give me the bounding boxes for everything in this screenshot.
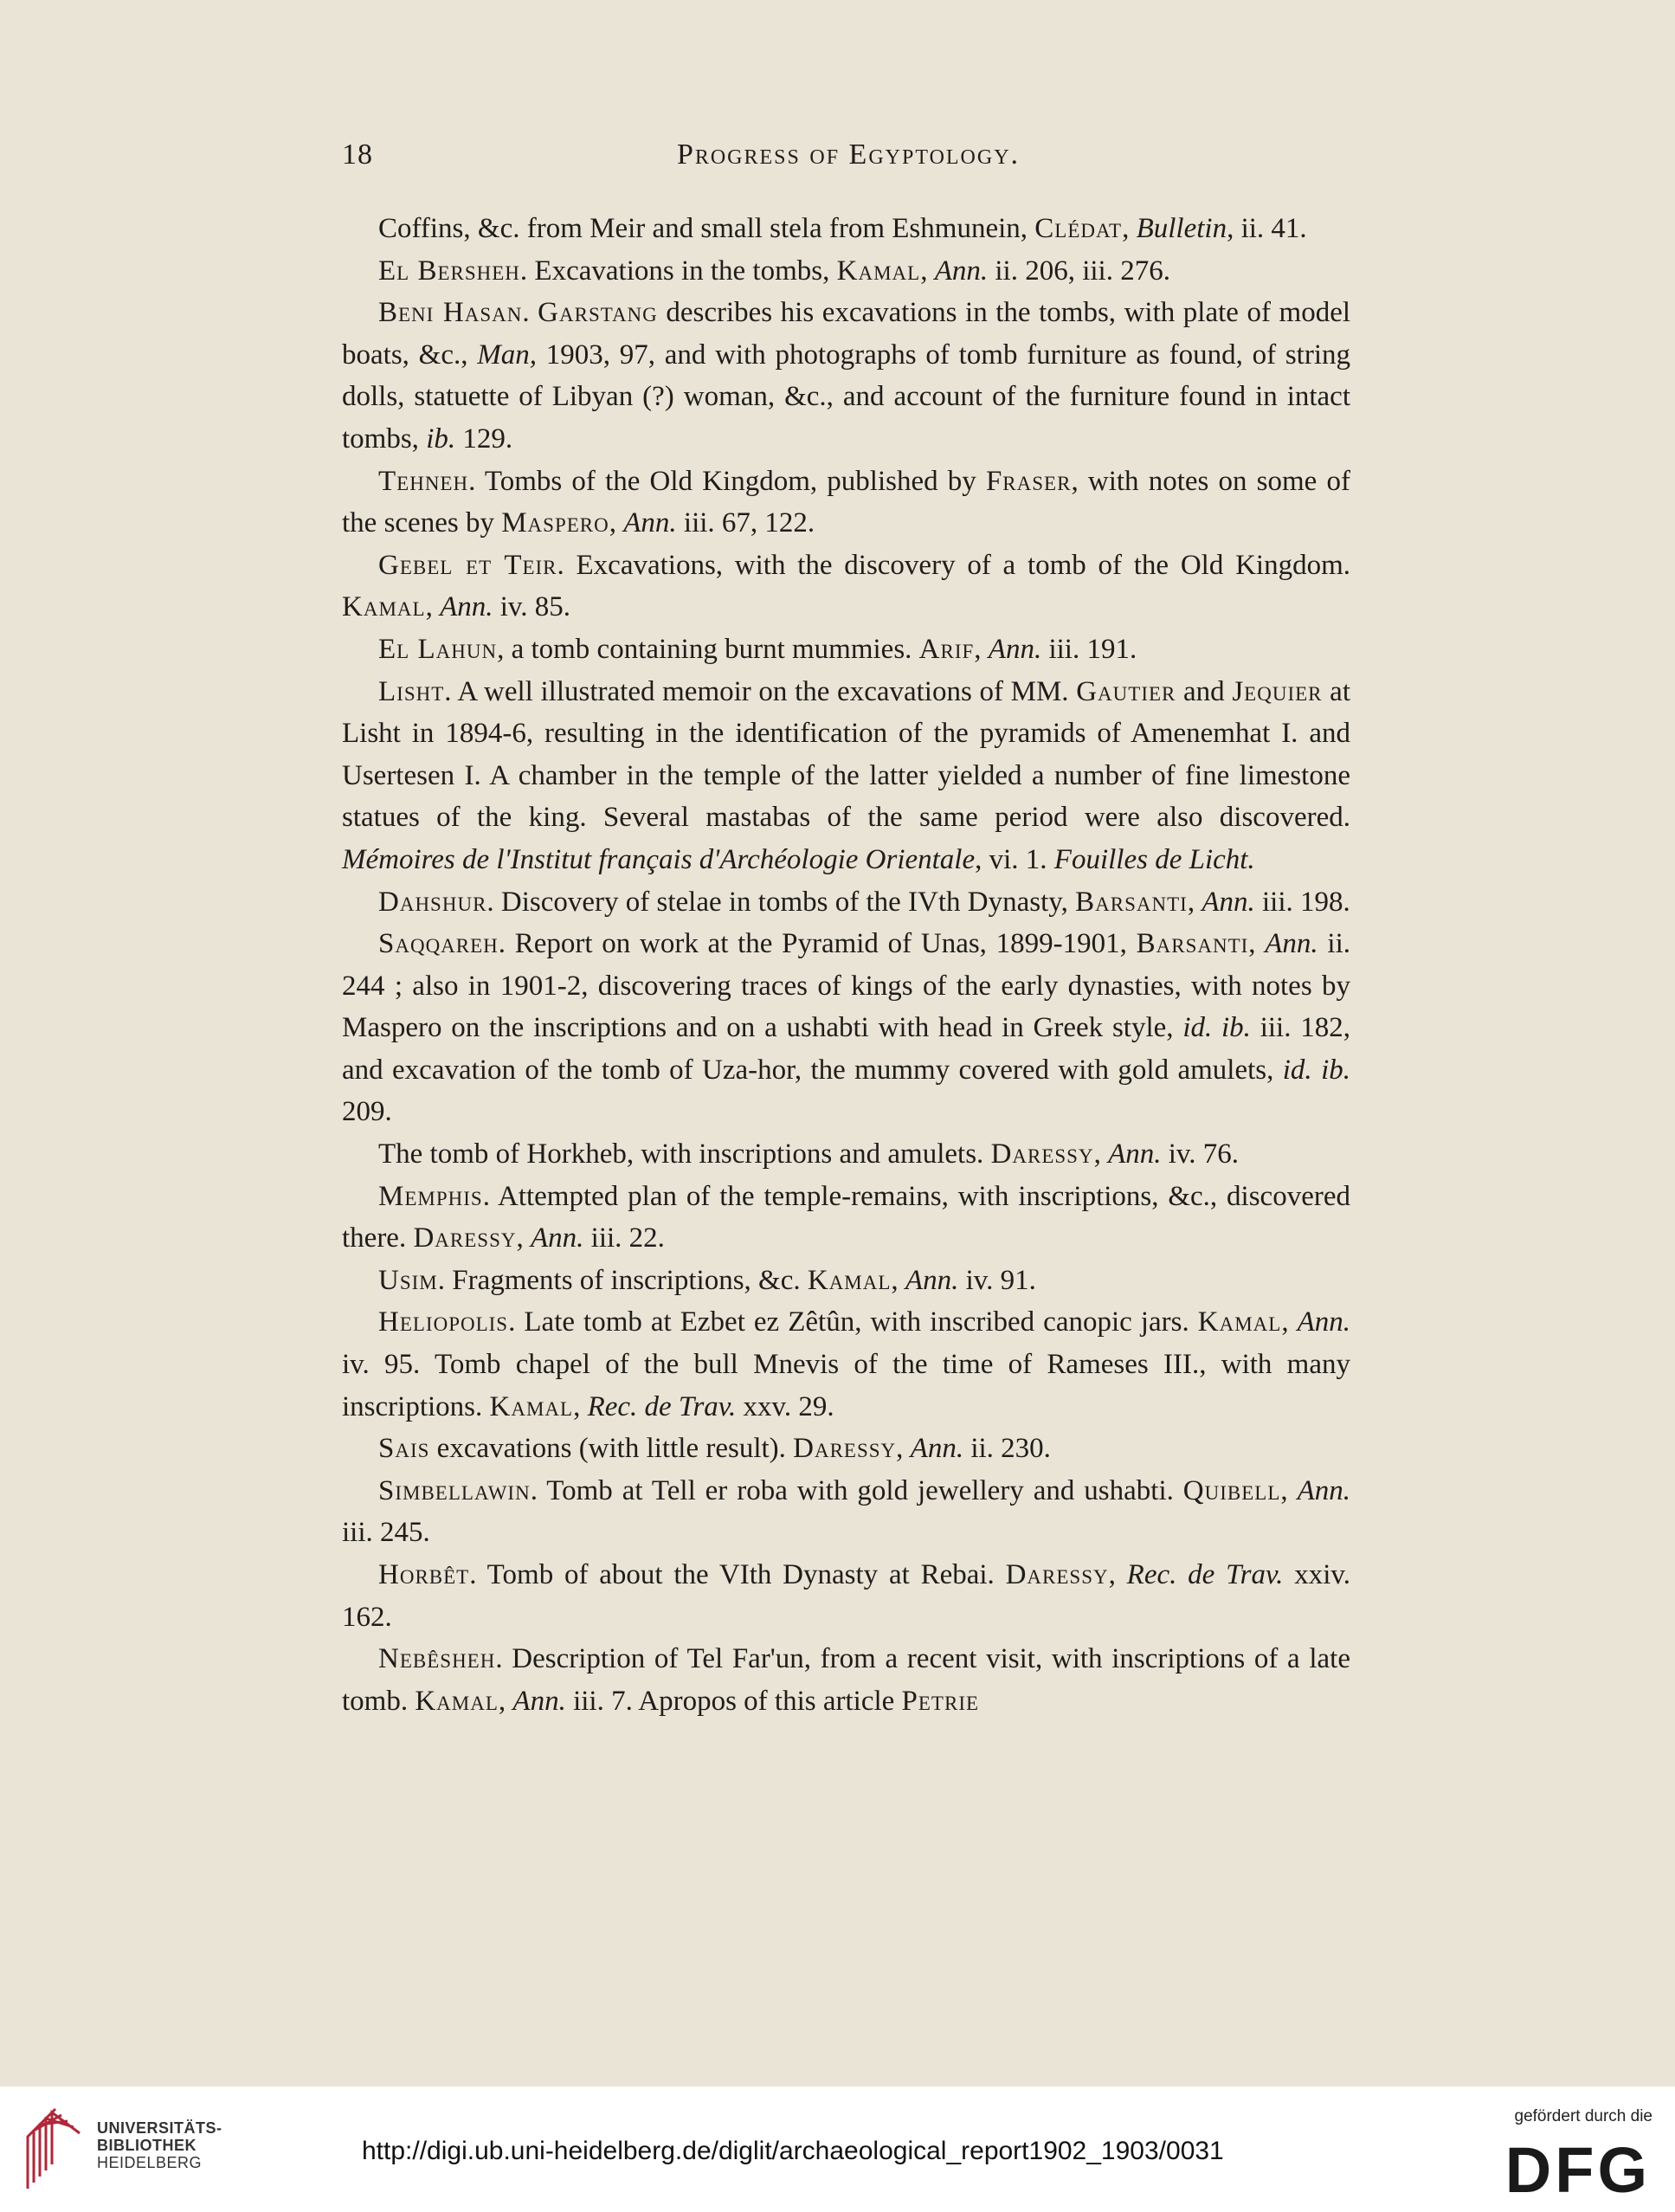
small-caps-name: Kamal <box>836 255 921 287</box>
library-name <box>97 2119 222 2171</box>
entry-text: . Late tomb at Ezbet ez Zêtûn, with inscribed canopic jars. <box>508 1306 1198 1338</box>
small-caps-name: El Bersheh <box>378 255 520 287</box>
entry-text: , vi. 1. <box>975 843 1054 875</box>
bibliography-entry <box>342 292 1350 460</box>
entry-text: iii. 191. <box>1041 633 1137 665</box>
entry-text: . Description of Tel Far'un, from a recent visit, with inscriptions of a late tomb. <box>342 1643 1350 1717</box>
entry-text: , <box>573 1390 588 1422</box>
small-caps-name: Barsanti <box>1136 928 1249 960</box>
entry-text: , <box>498 1685 513 1717</box>
bibliography-entry <box>342 629 1350 671</box>
entry-text: , with notes on some of the scenes by <box>342 465 1350 539</box>
small-caps-name: Daressy <box>413 1222 517 1254</box>
entry-text: iii. 182, and excavation of the tomb of Uza-hor, the mummy covered with gold amulets, <box>342 1012 1350 1086</box>
entry-text: iii. 245. <box>342 1517 430 1549</box>
small-caps-name: Dahshur <box>378 886 487 918</box>
entry-text: iii. 67, 122. <box>676 507 815 539</box>
entry-text: , <box>1093 1138 1109 1170</box>
italic-citation: id. ib. <box>1182 1012 1251 1044</box>
bibliography-entry <box>342 208 1350 250</box>
italic-citation: Ann. <box>512 1685 566 1717</box>
footer-bar <box>0 2086 1675 2212</box>
entry-text: ii. 230. <box>963 1433 1051 1465</box>
entry-text: The tomb of Horkheb, with inscriptions and amulets. <box>378 1138 991 1170</box>
entry-text: describes his excavations in the tombs, with plate of model boats, &c., <box>342 297 1351 371</box>
small-caps-name: Saqqareh <box>378 928 499 960</box>
bibliography-entry <box>342 1638 1350 1722</box>
entry-text: excavations (with little result). <box>429 1433 794 1465</box>
small-caps-name: Kamal <box>415 1685 499 1717</box>
small-caps-name: Usim <box>378 1264 438 1296</box>
entry-text: iv. 76. <box>1161 1138 1240 1170</box>
entry-text: 129. <box>455 422 513 455</box>
small-caps-name: Clédat <box>1034 213 1123 244</box>
small-caps-name: Jequier <box>1232 675 1323 707</box>
small-caps-name: Sais <box>378 1433 430 1465</box>
bibliography-entry <box>342 250 1350 293</box>
entry-text: , <box>920 255 935 287</box>
small-caps-name: Garstang <box>538 297 658 329</box>
page-number: 18 <box>342 139 373 171</box>
small-caps-name: Heliopolis <box>378 1306 509 1338</box>
entry-text: iii. 7. Apropos of this article <box>565 1685 902 1717</box>
entry-text: , <box>425 591 441 623</box>
entry-text: . Discovery of stelae in tombs of the IVth Dynasty, <box>486 886 1076 918</box>
bibliography-entry <box>342 881 1350 924</box>
entry-text: , <box>1108 1559 1127 1590</box>
entry-text: , <box>1248 928 1266 960</box>
funded-by-label: gefördert durch die <box>1514 2107 1652 2125</box>
digital-copy-link[interactable]: http://digi.ub.uni-heidelberg.de/diglit/archaeological_report1902_1903/0031 <box>362 2137 1224 2165</box>
small-caps-name: Quibell <box>1182 1474 1281 1506</box>
small-caps-name: Barsanti <box>1075 886 1188 918</box>
entry-text: and <box>1176 675 1233 707</box>
bibliography-entry <box>342 1554 1350 1638</box>
library-name-line1: UNIVERSITÄTS- <box>97 2119 222 2137</box>
italic-citation: Man, <box>477 339 537 371</box>
bibliography-entry <box>342 461 1350 545</box>
entry-text: xxiv. 162. <box>342 1559 1351 1633</box>
body-text <box>342 208 1350 1722</box>
italic-citation: Ann. <box>530 1222 584 1254</box>
entry-text: . Fragments of inscriptions, &c. <box>437 1264 808 1296</box>
small-caps-name: Kamal <box>342 591 426 623</box>
entry-text: . <box>522 297 538 329</box>
entry-text: , <box>516 1222 531 1254</box>
italic-citation: Ann. <box>905 1264 959 1296</box>
italic-citation: ib. <box>426 422 456 455</box>
italic-citation: Bulletin <box>1136 213 1227 244</box>
entry-text: 1903, 97, and with photographs of tomb furniture as found, of string dolls, statuette of Libyan (?) woman, &c., and account of the furniture found in intact tombs, <box>342 339 1350 455</box>
bibliography-entry <box>342 1260 1350 1302</box>
entry-text: . Tombs of the Old Kingdom, published by <box>468 465 986 497</box>
italic-citation: Ann. <box>988 633 1042 665</box>
italic-citation: Ann. <box>910 1433 964 1465</box>
bibliography-entry <box>342 1470 1350 1554</box>
entry-text: , <box>1280 1474 1298 1506</box>
small-caps-name: Lisht <box>378 675 445 707</box>
entry-text: iv. 91. <box>958 1264 1036 1296</box>
entry-text: iii. 198. <box>1254 886 1350 918</box>
bibliography-entry <box>342 1301 1350 1428</box>
entry-text: . A well illustrated memoir on the excavations of MM. <box>444 675 1077 707</box>
entry-text: . Excavations, with the discovery of a tomb of the Old Kingdom. <box>557 549 1350 581</box>
small-caps-name: Nebêsheh <box>378 1643 496 1675</box>
small-caps-name: Arif <box>918 633 975 665</box>
entry-text: at Lisht in 1894-6, resulting in the identification of the pyramids of Amenemhat I. and Usertesen I. A chamber in the temple of the latter yielded a number of fine limestone statues of the king. Several mastabas of the same period were also discovered. <box>342 675 1350 834</box>
small-caps-name: Kamal <box>489 1390 574 1422</box>
small-caps-name: Gautier <box>1076 675 1176 707</box>
bibliography-entry <box>342 545 1350 629</box>
entry-text: . Excavations in the tombs, <box>519 255 837 287</box>
entry-text: xxv. 29. <box>736 1390 834 1422</box>
library-name-line3: HEIDELBERG <box>97 2154 203 2171</box>
small-caps-name: Kamal <box>807 1264 892 1296</box>
entry-text: iii. 22. <box>583 1222 665 1254</box>
italic-citation: Rec. de Trav. <box>1126 1559 1284 1590</box>
entry-text: . Attempted plan of the temple-remains, with inscriptions, &c., discovered there. <box>342 1180 1350 1254</box>
entry-text: . Tomb at Tell er roba with gold jewellery and ushabti. <box>530 1474 1183 1506</box>
italic-citation: Ann. <box>1108 1138 1162 1170</box>
entry-text: , <box>896 1433 911 1465</box>
small-caps-name: Kamal <box>1197 1306 1282 1338</box>
entry-text: ii. 244 ; also in 1901-2, discovering traces of kings of the early dynasties, with notes by Maspero on the inscriptions and on a ushabti with head in Greek style, <box>342 928 1350 1044</box>
entry-text: , <box>1187 886 1202 918</box>
italic-citation: Ann. <box>1265 928 1318 960</box>
small-caps-name: Daressy <box>1005 1559 1109 1590</box>
small-caps-name: El Lahun <box>378 633 498 665</box>
small-caps-name: Beni Hasan <box>378 297 523 329</box>
entry-text: , a tomb containing burnt mummies. <box>497 633 919 665</box>
entry-text: ii. 206, iii. 276. <box>988 255 1170 287</box>
italic-citation: Ann. <box>1297 1306 1351 1338</box>
entry-text: , ii. 41. <box>1227 213 1307 244</box>
bibliography-entry <box>342 1133 1350 1176</box>
italic-citation: Ann. <box>440 591 493 623</box>
entry-text: , <box>891 1264 905 1296</box>
entry-text: 209. <box>342 1096 392 1128</box>
italic-citation: Ann. <box>1297 1474 1350 1506</box>
italic-citation: id. ib. <box>1282 1054 1350 1086</box>
bibliography-entry <box>342 671 1350 881</box>
page-header <box>342 139 1355 187</box>
entry-text: , <box>1122 213 1137 244</box>
italic-citation: Ann. <box>623 507 677 539</box>
small-caps-name: Daressy <box>990 1138 1094 1170</box>
university-library-logo-icon <box>21 2102 93 2197</box>
entry-text: . Tomb of about the VIth Dynasty at Rebai. <box>469 1559 1006 1590</box>
small-caps-name: Horbêt <box>378 1559 470 1590</box>
entry-text: . Report on work at the Pyramid of Unas, 1899-1901, <box>498 928 1137 960</box>
small-caps-name: Fraser <box>985 465 1072 497</box>
entry-text: iv. 95. Tomb chapel of the bull Mnevis of the time of Rameses III., with many inscriptions. <box>342 1349 1350 1422</box>
small-caps-name: Petrie <box>901 1685 980 1717</box>
italic-citation: Ann. <box>1201 886 1255 918</box>
entry-text: , <box>1281 1306 1298 1338</box>
entry-text: , <box>974 633 989 665</box>
running-head: Progress of Egyptology. <box>676 139 1021 171</box>
italic-citation: Fouilles de Licht. <box>1053 843 1255 875</box>
small-caps-name: Memphis <box>378 1180 483 1212</box>
entry-text: , <box>609 507 624 539</box>
italic-citation: Ann. <box>934 255 989 287</box>
entry-text: Coffins, &c. from Meir and small stela from Eshmunein, <box>378 213 1035 244</box>
library-name-line2: BIBLIOTHEK <box>97 2137 196 2154</box>
small-caps-name: Simbellawin <box>378 1474 531 1506</box>
bibliography-entry <box>342 1428 1350 1470</box>
small-caps-name: Gebel et Teir <box>378 549 557 581</box>
italic-citation: Mémoires de l'Institut français d'Archéologie Orientale <box>342 843 976 875</box>
dfg-logo: DFG <box>1504 2134 1651 2206</box>
small-caps-name: Daressy <box>793 1433 897 1465</box>
small-caps-name: Maspero <box>501 507 609 539</box>
entry-text: iv. 85. <box>493 591 571 623</box>
small-caps-name: Tehneh <box>378 465 469 497</box>
bibliography-entry <box>342 1176 1350 1260</box>
bibliography-entry <box>342 923 1350 1133</box>
italic-citation: Rec. de Trav. <box>587 1390 737 1422</box>
